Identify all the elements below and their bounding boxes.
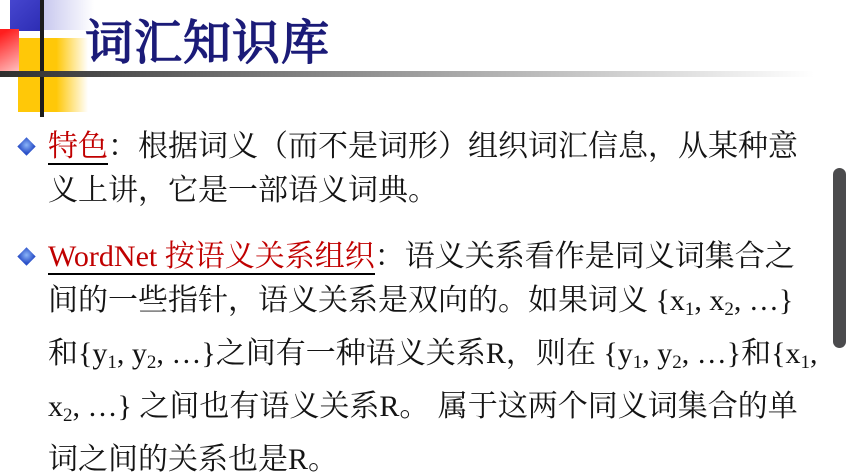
text-line	[48, 169, 798, 213]
text-segment: 。	[308, 443, 339, 473]
text-segment: , y	[116, 337, 147, 370]
scrollbar-thumb[interactable]	[833, 168, 846, 348]
text-segment: , y	[642, 337, 673, 370]
text-segment: {y	[78, 337, 108, 370]
text-segment: 2	[672, 352, 682, 373]
text-line	[48, 279, 818, 332]
text-segment: {x	[771, 337, 801, 370]
bullet-text-lines	[48, 125, 798, 213]
text-segment: 2	[724, 299, 734, 320]
text-segment: , …}	[156, 337, 216, 370]
text-line	[48, 125, 798, 169]
text-line	[48, 438, 818, 473]
decor-blue-square	[10, 0, 40, 31]
text-segment: , …}	[681, 337, 742, 370]
decor-red-square	[0, 29, 19, 72]
bullet-list	[20, 125, 848, 473]
bullet-text-lines	[48, 235, 818, 473]
text-segment: {y	[595, 337, 633, 370]
text-segment: 义上讲，它是一部语义词典。	[48, 174, 438, 207]
text-segment: R	[379, 390, 400, 423]
text-segment: 1	[632, 352, 643, 373]
text-line	[48, 332, 818, 385]
text-line	[48, 235, 818, 279]
text-segment: 词之间的关系也是	[48, 443, 288, 473]
text-segment: 2	[146, 352, 157, 373]
text-segment: 2	[63, 405, 73, 426]
page-title: 词汇知识库	[85, 17, 331, 70]
bullet-item	[20, 125, 848, 213]
text-segment: , …}	[733, 284, 794, 317]
text-segment: 1	[684, 299, 695, 320]
text-segment: 之间有一种语义关系	[215, 337, 486, 370]
text-segment: 。 属于这两个同义词集合的单	[399, 390, 798, 423]
text-segment: 1	[107, 352, 117, 373]
bullet-diamond-icon	[17, 247, 35, 265]
text-segment: , x	[694, 284, 725, 317]
text-segment: {x	[648, 284, 685, 317]
text-segment: 和	[741, 337, 772, 370]
text-segment: 1	[800, 352, 811, 373]
text-segment: R	[485, 337, 506, 370]
text-segment: x	[48, 390, 63, 423]
text-segment: 间的一些指针，语义关系是双向的。如果词义	[48, 284, 648, 317]
text-segment: ,	[810, 337, 818, 370]
text-segment: ，则在	[505, 337, 596, 370]
bullet-diamond-icon	[17, 137, 35, 155]
lead-underlined-text: WordNet 按语义关系组织	[48, 240, 375, 273]
text-segment: 和	[48, 337, 78, 370]
decor-vertical-line	[40, 0, 44, 117]
lead-underlined-text: 特色	[48, 130, 108, 163]
text-segment: ：根据词义（而不是词形）组织词汇信息，从某种意	[108, 130, 798, 163]
text-line	[48, 385, 818, 438]
text-segment: ：语义关系看作是同义词集合之	[374, 240, 795, 273]
bullet-item	[20, 235, 848, 473]
text-segment: 之间也有语义关系	[139, 390, 380, 423]
text-segment: R	[288, 443, 309, 473]
text-segment: , …}	[72, 390, 140, 423]
